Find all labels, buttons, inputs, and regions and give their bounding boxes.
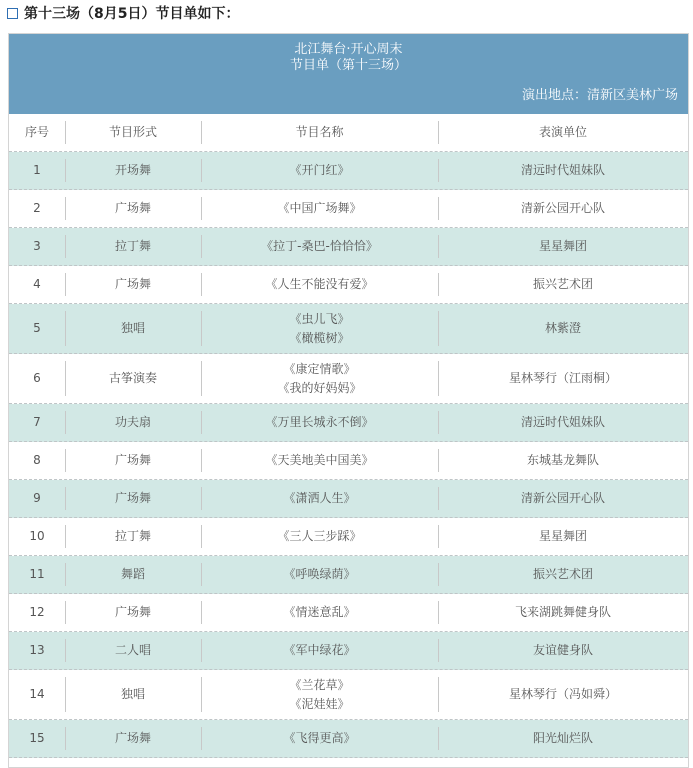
row-titles xyxy=(201,556,438,593)
table-row xyxy=(9,152,688,190)
row-performer: 清新公园开心队 xyxy=(438,190,688,227)
program-title: 《兰花草》 xyxy=(289,677,350,692)
program-title: 《拉丁-桑巴-恰恰恰》 xyxy=(261,239,378,253)
banner-subtitle: 节目单（第十三场） xyxy=(289,58,407,73)
row-form: 功夫扇 xyxy=(65,404,201,441)
column-header-no: 序号 xyxy=(24,125,49,139)
table-row xyxy=(9,670,688,720)
row-performer: 星星舞团 xyxy=(438,228,688,265)
table-row xyxy=(9,266,688,304)
program-title: 《呼唤绿荫》 xyxy=(283,567,356,581)
banner-title: 北江舞台·开心周末 xyxy=(294,42,403,57)
section-heading xyxy=(7,2,239,24)
row-titles xyxy=(201,304,438,353)
program-title: 《泥娃娃》 xyxy=(289,696,350,711)
row-form: 独唱 xyxy=(65,304,201,353)
row-number: 13 xyxy=(29,643,45,657)
program-title: 《虫儿飞》 xyxy=(289,311,350,326)
row-performer: 清远时代姐妹队 xyxy=(438,404,688,441)
table-row xyxy=(9,556,688,594)
heading-text: 第十三场（8月5日）节目单如下： xyxy=(24,6,240,22)
row-form: 古筝演奏 xyxy=(65,354,201,403)
program-title: 《人生不能没有爱》 xyxy=(265,277,374,291)
row-number: 5 xyxy=(33,321,41,335)
row-titles xyxy=(201,480,438,517)
row-titles xyxy=(201,190,438,227)
program-card xyxy=(8,33,689,768)
checkbox-square-icon xyxy=(7,8,18,19)
row-form: 广场舞 xyxy=(65,594,201,631)
row-form: 广场舞 xyxy=(65,190,201,227)
row-titles xyxy=(201,228,438,265)
row-number: 7 xyxy=(33,415,41,429)
program-title: 《情迷意乱》 xyxy=(283,605,356,619)
program-banner xyxy=(9,34,688,114)
program-title: 《中国广场舞》 xyxy=(277,201,362,215)
row-performer: 星林琴行（冯如舜） xyxy=(438,670,688,719)
table-row xyxy=(9,632,688,670)
row-titles xyxy=(201,152,438,189)
row-titles xyxy=(201,354,438,403)
row-number: 12 xyxy=(29,605,45,619)
program-title: 《万里长城永不倒》 xyxy=(265,415,374,429)
row-form: 二人唱 xyxy=(65,632,201,669)
program-table xyxy=(9,114,688,758)
row-form: 广场舞 xyxy=(65,266,201,303)
column-header-title: 节目名称 xyxy=(201,114,438,151)
row-number: 11 xyxy=(29,567,45,581)
row-form: 拉丁舞 xyxy=(65,228,201,265)
row-performer: 东城基龙舞队 xyxy=(438,442,688,479)
row-number: 14 xyxy=(29,687,45,701)
program-title: 《潇洒人生》 xyxy=(283,491,356,505)
row-performer: 阳光灿烂队 xyxy=(438,720,688,757)
table-row xyxy=(9,480,688,518)
row-titles xyxy=(201,266,438,303)
table-row xyxy=(9,228,688,266)
row-form: 独唱 xyxy=(65,670,201,719)
row-titles xyxy=(201,632,438,669)
row-titles xyxy=(201,594,438,631)
table-row xyxy=(9,442,688,480)
row-titles xyxy=(201,670,438,719)
program-title: 《军中绿花》 xyxy=(283,643,356,657)
row-titles xyxy=(201,518,438,555)
row-form: 广场舞 xyxy=(65,480,201,517)
program-title: 《开门红》 xyxy=(289,163,350,177)
row-number: 10 xyxy=(29,529,45,543)
column-header-performer: 表演单位 xyxy=(438,114,688,151)
row-performer: 友谊健身队 xyxy=(438,632,688,669)
row-number: 4 xyxy=(33,277,41,291)
venue-text: 演出地点：清新区美林广场 xyxy=(521,88,678,103)
table-row xyxy=(9,720,688,758)
row-number: 8 xyxy=(33,453,41,467)
row-number: 3 xyxy=(33,239,41,253)
table-row xyxy=(9,304,688,354)
program-title: 《康定情歌》 xyxy=(283,361,356,376)
row-performer: 星星舞团 xyxy=(438,518,688,555)
row-number: 2 xyxy=(33,201,41,215)
row-performer: 清新公园开心队 xyxy=(438,480,688,517)
row-number: 15 xyxy=(29,731,45,745)
row-titles xyxy=(201,442,438,479)
program-title: 《天美地美中国美》 xyxy=(265,453,374,467)
table-row xyxy=(9,518,688,556)
table-header-row xyxy=(9,114,688,152)
row-number: 6 xyxy=(33,371,41,385)
row-form: 开场舞 xyxy=(65,152,201,189)
row-number: 1 xyxy=(33,163,41,177)
row-form: 广场舞 xyxy=(65,720,201,757)
row-form: 舞蹈 xyxy=(65,556,201,593)
row-performer: 林紫澄 xyxy=(438,304,688,353)
program-title: 《三人三步踩》 xyxy=(277,529,362,543)
row-number: 9 xyxy=(33,491,41,505)
row-titles xyxy=(201,404,438,441)
table-row xyxy=(9,190,688,228)
table-row xyxy=(9,594,688,632)
program-title: 《飞得更高》 xyxy=(283,731,356,745)
row-form: 广场舞 xyxy=(65,442,201,479)
row-performer: 星林琴行（江雨桐） xyxy=(438,354,688,403)
table-row xyxy=(9,404,688,442)
row-form: 拉丁舞 xyxy=(65,518,201,555)
table-row xyxy=(9,354,688,404)
row-performer: 清远时代姐妹队 xyxy=(438,152,688,189)
row-titles xyxy=(201,720,438,757)
row-performer: 飞来湖跳舞健身队 xyxy=(438,594,688,631)
program-title: 《橄榄树》 xyxy=(289,330,350,345)
row-performer: 振兴艺术团 xyxy=(438,266,688,303)
row-performer: 振兴艺术团 xyxy=(438,556,688,593)
program-title: 《我的好妈妈》 xyxy=(277,380,362,395)
column-header-form: 节目形式 xyxy=(65,114,201,151)
